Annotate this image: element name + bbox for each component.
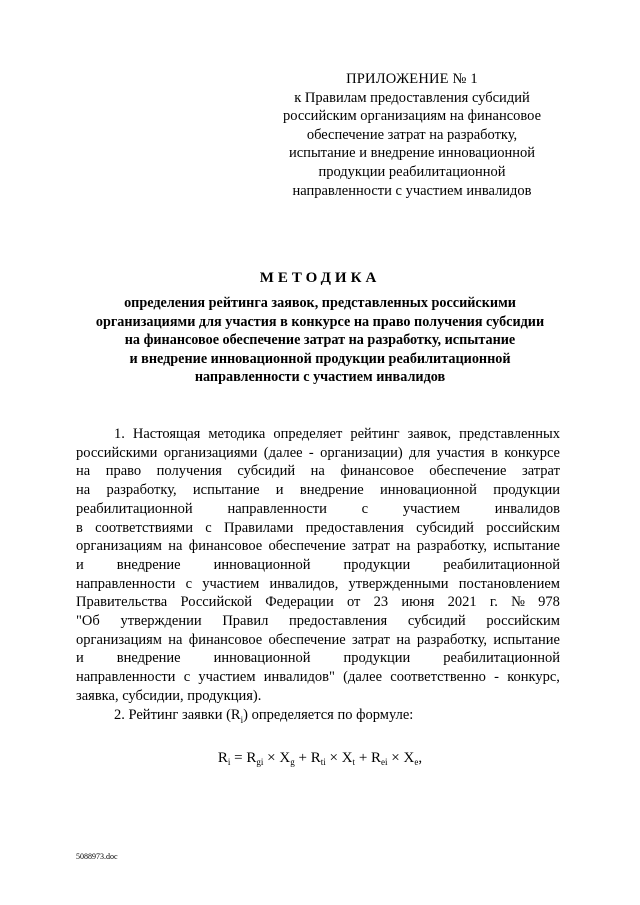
word: субсидий — [407, 613, 466, 630]
formula-symbol: X — [403, 750, 415, 766]
word: право — [105, 463, 142, 480]
word: испытание — [192, 482, 260, 499]
word: и — [76, 556, 84, 573]
word: предоставления — [289, 613, 388, 630]
word: Российской — [180, 594, 252, 611]
document-title: МЕТОДИКА — [259, 270, 381, 286]
word: инновационной — [213, 556, 311, 573]
formula-operator: + — [294, 750, 311, 766]
word: организациям — [76, 538, 162, 555]
word: субсидий — [416, 519, 474, 536]
word: 978 — [538, 594, 560, 611]
word: разработку, — [416, 631, 487, 648]
formula-operator: × — [387, 750, 404, 766]
document-subtitle — [80, 294, 560, 387]
formula-subscript: ti — [320, 757, 326, 767]
word: разработку, — [106, 482, 177, 499]
word: утверждении — [120, 613, 202, 630]
appendix-line: продукции реабилитационной — [318, 163, 506, 180]
word: Федерации — [265, 594, 334, 611]
word: инвалидов, — [269, 575, 339, 592]
word: с — [361, 500, 369, 517]
formula-subscript: e — [414, 757, 419, 767]
subtitle-line: и внедрение инновационной продукции реабилитационной — [129, 350, 511, 367]
word: 2021 — [447, 594, 477, 611]
word: № — [511, 594, 525, 611]
paragraph-1-line: заявка, субсидии, продукция). — [76, 687, 262, 704]
word: для — [409, 444, 431, 461]
word: на — [310, 463, 325, 480]
word: на — [396, 538, 411, 555]
word: внедрение — [116, 556, 181, 573]
formula-symbol: R — [246, 750, 257, 766]
word: 1. — [114, 426, 125, 442]
word: организациями — [163, 444, 258, 461]
word: финансовое — [188, 631, 263, 648]
word: организациям — [76, 631, 162, 648]
word: реабилитационной — [76, 500, 193, 517]
subtitle-line: определения рейтинга заявок, представленных российскими — [124, 295, 516, 311]
paragraph-2-text: 2. Рейтинг заявки (R — [114, 706, 241, 723]
word: 23 — [373, 594, 389, 611]
word: методика — [208, 426, 266, 442]
word: рейтинг — [350, 426, 400, 442]
paragraph-1-line — [76, 612, 560, 631]
word: с — [183, 669, 191, 686]
paragraph-1-line — [76, 444, 560, 463]
word: с — [205, 519, 212, 536]
appendix-line: испытание и внедрение инновационной — [288, 145, 536, 162]
word: участием — [202, 575, 260, 592]
formula-symbol: R — [217, 750, 228, 766]
word: затрат — [352, 538, 390, 555]
word: соответственно — [390, 669, 486, 686]
subtitle-line: на финансовое обеспечение затрат на разработку, испытание — [124, 332, 516, 349]
word: представленных — [459, 426, 560, 442]
word: (далее — [263, 444, 303, 461]
word: участием — [402, 500, 460, 517]
word: на — [76, 482, 91, 499]
word: направленности — [76, 575, 176, 592]
word: субсидий — [237, 463, 296, 480]
word: внедрение — [116, 650, 181, 667]
word: российским — [486, 519, 560, 536]
word: утвержденными — [348, 575, 449, 592]
word: Правительства — [76, 594, 168, 611]
formula-operator: × — [325, 750, 342, 766]
word: финансовое — [188, 538, 263, 555]
paragraph-1-line — [76, 519, 560, 538]
formula-subscript: gi — [256, 757, 264, 767]
word: реабилитационной — [443, 650, 560, 667]
word: предоставления — [305, 519, 404, 536]
word: на — [76, 463, 91, 480]
appendix-number: ПРИЛОЖЕНИЕ № 1 — [346, 71, 478, 87]
paragraph-2-subscript: i — [240, 714, 244, 725]
word: определяет — [273, 426, 343, 442]
word: - — [308, 444, 314, 461]
paragraph-1-line — [76, 668, 560, 687]
rating-formula — [0, 750, 640, 767]
paragraph-1-line — [76, 575, 560, 594]
paragraph-1-line — [76, 631, 560, 650]
appendix-line: направленности с участием инвалидов — [292, 182, 532, 199]
word: конкурс, — [507, 669, 560, 686]
word: получения — [156, 463, 222, 480]
paragraph-1-line — [76, 593, 560, 612]
body-text — [76, 425, 560, 729]
word: инвалидов" — [263, 669, 335, 686]
word: затрат — [521, 463, 560, 480]
word: испытание — [493, 538, 560, 555]
word: с — [185, 575, 193, 592]
word: от — [346, 594, 361, 611]
word: Правил — [222, 613, 269, 630]
formula-symbol: R — [371, 750, 382, 766]
word: постановлением — [458, 575, 560, 592]
paragraph-2 — [76, 706, 560, 730]
formula-punctuation: , — [418, 750, 423, 766]
word: соответствиями — [95, 519, 193, 536]
paragraph-1-line — [76, 537, 560, 556]
word: "Об — [76, 613, 100, 630]
word: продукции — [493, 482, 560, 499]
paragraph-1-line — [76, 481, 560, 500]
word: - — [494, 669, 499, 686]
word: российским — [486, 613, 560, 630]
word: затрат — [352, 631, 390, 648]
subtitle-line: направленности с участием инвалидов — [194, 369, 446, 386]
word: Правилами — [224, 519, 294, 536]
word: испытание — [493, 631, 560, 648]
appendix-line: обеспечение затрат на разработку, — [306, 126, 518, 143]
word: внедрение — [299, 482, 364, 499]
formula-subscript: i — [227, 757, 231, 767]
word: обеспечение — [268, 538, 346, 555]
word: участием — [198, 669, 256, 686]
word: направленности — [227, 500, 327, 517]
word: обеспечение — [429, 463, 507, 480]
word: (далее — [343, 669, 383, 686]
word: и — [76, 650, 84, 667]
paragraph-1-line — [76, 556, 560, 575]
word: июня — [401, 594, 435, 611]
word: инвалидов — [494, 500, 560, 517]
formula-symbol: X — [279, 750, 291, 766]
appendix-line: российским организациям на финансовое — [282, 108, 542, 125]
word: в — [491, 444, 498, 461]
formula-operator: × — [263, 750, 280, 766]
word: реабилитационной — [443, 556, 560, 573]
word: инновационной — [213, 650, 311, 667]
word: финансовое — [340, 463, 414, 480]
formula-subscript: t — [352, 757, 356, 767]
word: участия — [436, 444, 485, 461]
word: на — [168, 538, 183, 555]
word: заявок, — [407, 426, 452, 442]
word: направленности — [76, 669, 176, 686]
word: конкурсе — [504, 444, 560, 461]
formula-operator: + — [355, 750, 372, 766]
paragraph-2-text: ) определяется по формуле: — [243, 706, 414, 723]
word: организации) — [320, 444, 403, 461]
word: г. — [489, 594, 498, 611]
word: обеспечение — [268, 631, 346, 648]
subtitle-line: организациями для участия в конкурсе на право получения субсидии — [95, 313, 545, 330]
word: продукции — [343, 556, 411, 573]
word: и — [275, 482, 284, 499]
word: инновационной — [380, 482, 477, 499]
file-name-footer: 5088973.doc — [76, 852, 118, 861]
paragraph-1-line — [76, 425, 560, 444]
paragraph-1-line — [76, 462, 560, 481]
formula-symbol: X — [341, 750, 353, 766]
word: разработку, — [416, 538, 487, 555]
formula-subscript: ei — [381, 757, 388, 767]
word: в — [76, 519, 83, 536]
paragraph-1-line — [76, 649, 560, 668]
word: на — [396, 631, 411, 648]
word: на — [168, 631, 183, 648]
appendix-line: к Правилам предоставления субсидий — [294, 89, 530, 106]
word: продукции — [343, 650, 411, 667]
paragraph-1-line — [76, 500, 560, 519]
formula-symbol: R — [310, 750, 321, 766]
formula-operator: = — [230, 750, 247, 766]
formula-subscript: g — [290, 757, 295, 767]
appendix-header — [268, 70, 556, 200]
word: российскими — [76, 444, 158, 461]
word: Настоящая — [132, 426, 201, 442]
